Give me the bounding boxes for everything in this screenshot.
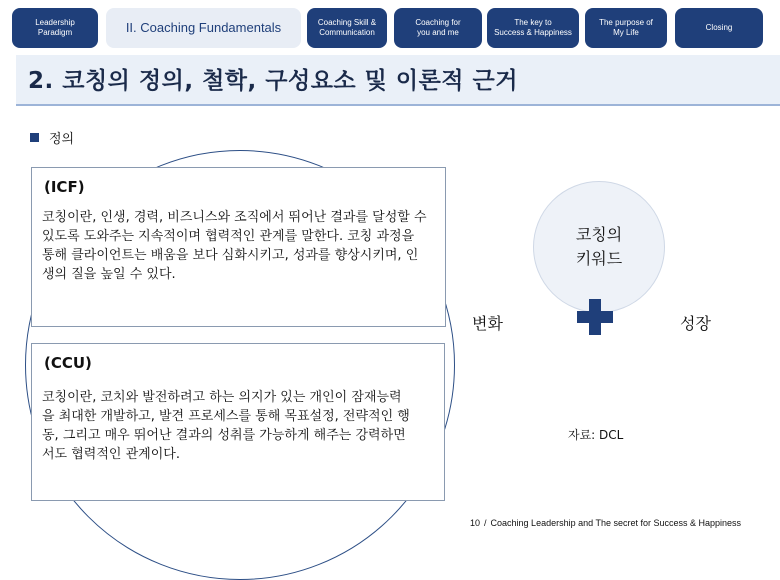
tab-label: Coaching Skill & Communication	[317, 18, 377, 37]
keyword-change: 변화	[472, 314, 503, 333]
definition-text: 코칭이란, 인생, 경력, 비즈니스와 조직에서 뛰어난 결과를 달성할 수 있도록 도와주는 지속적이며 협력적인 관계를 말한다. 코칭 과정을 통해 클라이언트는 배움을 보다 심화시키고, 성과를 향상시키며, 인생의 질을 높일 수 있다.	[42, 210, 427, 282]
tab-label: Coaching for you and me	[415, 18, 461, 37]
definition-heading: (CCU)	[44, 354, 92, 372]
tab-label: Leadership Paradigm	[35, 18, 75, 37]
title-underline	[16, 104, 780, 106]
tab-purpose-of-life[interactable]	[585, 8, 667, 48]
page-title: 2. 코칭의 정의, 철학, 구성요소 및 이론적 근거	[28, 68, 518, 94]
page-number: 10	[470, 518, 481, 528]
section-label: 정의	[49, 132, 75, 147]
tab-label: Closing	[705, 23, 733, 32]
definition-box-icf	[31, 167, 446, 327]
tab-coaching-fundamentals[interactable]	[106, 8, 301, 48]
section-bullet	[30, 128, 74, 147]
tab-label: The key to Success & Happiness	[494, 18, 572, 37]
bullet-square-icon	[30, 133, 39, 142]
tab-key-to-success[interactable]	[487, 8, 579, 48]
top-tab-bar	[0, 0, 780, 60]
tab-label: The purpose of My Life	[599, 18, 653, 37]
source-note: 자료: DCL	[568, 428, 624, 442]
tab-leadership-paradigm[interactable]	[12, 8, 98, 48]
plus-bar-vertical	[589, 299, 601, 335]
tab-coaching-skill[interactable]	[307, 8, 387, 48]
tab-coaching-for-you[interactable]	[394, 8, 482, 48]
tab-label: II. Coaching Fundamentals	[125, 20, 282, 35]
definition-heading: (ICF)	[44, 178, 85, 196]
footer-separator: /	[484, 518, 487, 528]
keyword-growth: 성장	[680, 314, 711, 333]
definition-box-ccu	[31, 343, 445, 501]
footer	[470, 518, 741, 528]
plus-icon	[577, 299, 613, 335]
definition-text: 코칭이란, 코치와 발전하려고 하는 의지가 있는 개인이 잠재능력을 최대한 개발하고, 발견 프로세스를 통해 목표설정, 전략적인 행동, 그리고 매우 뛰어난 결과의 성취를 가능하게 해주는 강력하면서도 협력적인 관계이다.	[42, 390, 410, 462]
keyword-center-label: 코칭의 키워드	[575, 225, 623, 268]
tab-closing[interactable]	[675, 8, 763, 48]
keyword-circle	[533, 181, 665, 313]
footer-text: Coaching Leadership and The secret for Success & Happiness	[490, 518, 742, 528]
